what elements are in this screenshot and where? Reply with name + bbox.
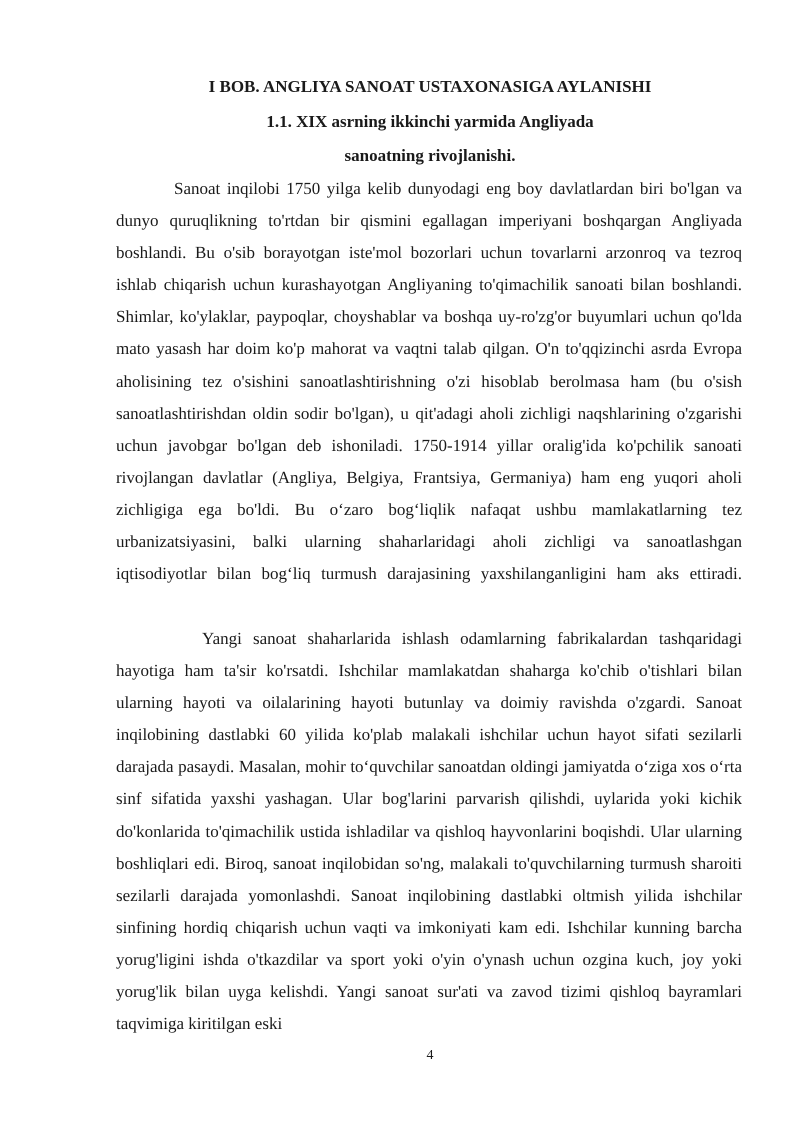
page-number: 4 xyxy=(426,1048,434,1063)
paragraph-2: Yangi sanoat shaharlarida ishlash odamlarning fabrikalardan tashqaridagi hayotiga ham ta'sir ko'rsatdi. Ishchilar mamlakatdan shaharga ko'chib o'tishlari bilan ularning hayoti va oilalarining hayoti butunlay va doimiy ravishda o'zgardi. Sanoat inqilobining dastlabki 60 yilida ko'plab malakali ishchilar uchun hayot sifati sezilarli darajada pasaydi. Masalan, mohir to‘quvchilar sanoatdan oldingi jamiyatda o‘ziga xos o‘rta sinf sifatida yaxshi yashagan. Ular bog'larini parvarish qilishdi, uylarida yoki kichik do'konlarida to'qimachilik ustida ishladilar va qishloq hayvonlarini boqishdi. Ular ularning boshliqlari edi. Biroq, sanoat inqilobidan so'ng, malakali to'quvchilarning turmush sharoiti sezilarli darajada yomonlashdi. Sanoat inqilobining dastlabki oltmish yilida ishchilar sinfining hordiq chiqarish uchun vaqti va imkoniyati kam edi. Ishchilar kunning barcha yorug'ligini ishda o'tkazdilar va sport yoki o'yin o'ynash uchun ozgina kuch, joy yoki yorug'lik bilan uyga kelishdi. Yangi sanoat sur'ati va zavod tizimi qishloq bayramlari taqvimiga kiritilgan eski xyxy=(116,629,742,1034)
paragraph-1: Sanoat inqilobi 1750 yilga kelib dunyodagi eng boy davlatlardan biri bo'lgan va dunyo quruqlikning to'rtdan bir qismini egallagan imperiyani boshqargan Angliyada boshlandi. Bu o'sib borayotgan iste'mol bozorlari uchun tovarlarni arzonroq va tezroq ishlab chiqarish uchun kurashayotgan Angliyaning to'qimachilik sanoati bilan boshlandi. Shimlar, ko'ylaklar, paypoqlar, choyshablar va boshqa uy-ro'zg'or buyumlari uchun qo'lda mato yasash har doim ko'p mahorat va vaqtni talab qilgan. O'n to'qqizinchi asrda Evropa aholisining tez o'sishini sanoatlashtirishning o'zi hisoblab berolmasa ham (bu o'sish sanoatlashtirishdan oldin sodir bo'lgan), u qit'adagi aholi zichligi naqshlarining o'zgarishi uchun javobgar bo'lgan deb ishoniladi. 1750-1914 yillar oralig'ida ko'pchilik sanoati rivojlangan davlatlar (Angliya, Belgiya, Frantsiya, Germaniya) ham eng yuqori aholi zichligiga ega bo'ldi. Bu o‘zaro bog‘liqlik nafaqat ushbu mamlakatlarning tez urbanizatsiyasini, balki ularning shaharlaridagi aholi zichligi va sanoatlashgan iqtisodiyotlar bilan bog‘liq turmush darajasining yaxshilanganligini ham aks ettiradi. xyxy=(116,179,742,584)
chapter-title: I BOB. ANGLIYA SANOAT USTAXONASIGA AYLANISHI xyxy=(208,77,652,96)
section-title-continued: sanoatning rivojlanishi. xyxy=(344,146,516,165)
section-title: 1.1. XIX asrning ikkinchi yarmida Angliyada xyxy=(266,112,594,131)
